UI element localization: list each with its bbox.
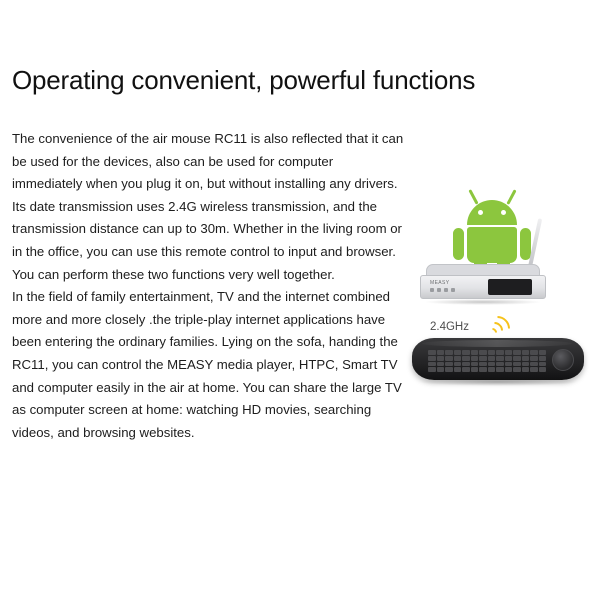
tv-box-brand-label: MEASY — [430, 280, 450, 286]
page-title: Operating convenient, powerful functions — [12, 65, 476, 96]
tv-box-device — [420, 264, 546, 310]
signal-frequency-label: 2.4GHz — [430, 321, 469, 333]
tv-box-front-panel — [488, 279, 532, 295]
air-mouse-remote — [412, 338, 584, 386]
robot-antenna-left — [468, 189, 478, 204]
remote-keyboard-keys — [428, 350, 546, 372]
paragraph-2: In the field of family entertainment, TV and the internet combined more and more closely .the triple-play internet applications have been entering the ordinary families. Lying on the sofa, handing the RC11, you can control the MEASY media player, HTPC, Smart TV and computer easily in the air at home. You can share the large TV as computer screen at home: watching HD movies, searching videos, and browsing websites. — [12, 289, 402, 440]
tv-box-ports — [430, 288, 455, 292]
robot-arm-left — [453, 228, 464, 260]
signal-waves-icon — [486, 312, 520, 338]
description-text-column — [12, 128, 406, 444]
paragraph-1: The convenience of the air mouse RC11 is also reflected that it can be used for the devices, also can be used for computer immediately when you plug it on, but without installing any drivers. Its date transmission uses 2.4G wireless transmission, and the transmission distance can up to 30m. Whether in the living room or in the office, you can use this remote control to input and browser. You can perform these two functions very well together. — [12, 131, 404, 282]
robot-antenna-right — [506, 189, 516, 204]
robot-eye-left — [478, 210, 483, 215]
product-illustration — [412, 186, 592, 416]
tv-box-shadow — [424, 299, 542, 305]
remote-touchpad — [552, 349, 574, 371]
remote-shadow — [418, 378, 578, 386]
robot-eye-right — [501, 210, 506, 215]
remote-highlight — [422, 340, 572, 347]
